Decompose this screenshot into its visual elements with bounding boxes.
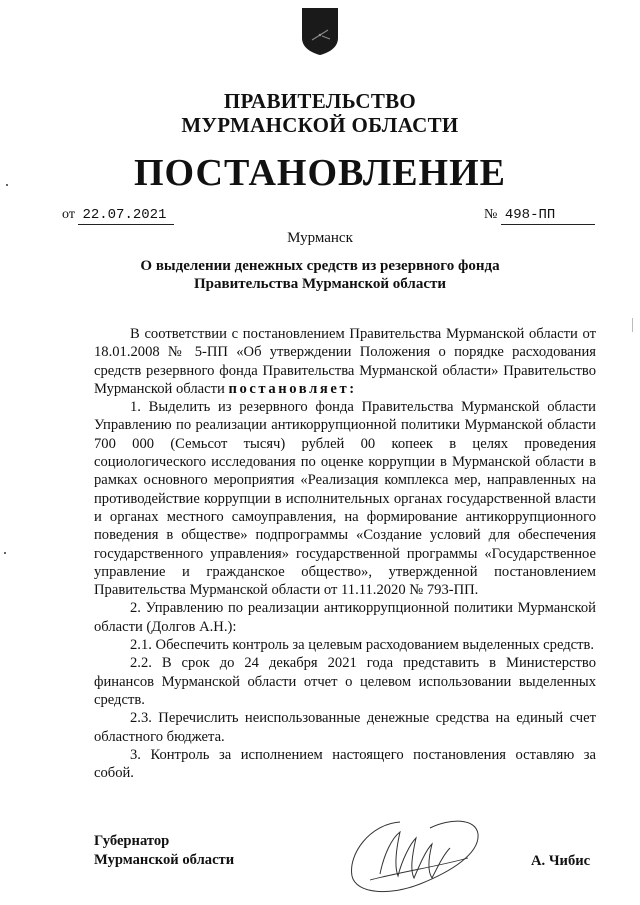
- date-prefix: от: [62, 207, 75, 222]
- scan-speck: [4, 552, 6, 554]
- number-field: [484, 206, 595, 225]
- intro-text: В соответствии с постановлением Правительства Мурманской области от 18.01.2008 № 5-ПП «Об утверждении Положения о порядке расходования средств резервного фонда Правительства Мурманской области» Правительство Мурманской области: [94, 326, 596, 397]
- subject-line1: О выделении денежных средств из резервного фонда: [140, 258, 500, 274]
- signer-title-line1: Губернатор: [94, 833, 170, 849]
- signer-name: А. Чибис: [531, 853, 591, 869]
- number-value: 498-ПП: [501, 206, 595, 225]
- paragraph-2-3: 2.3. Перечислить неиспользованные денежные средства на единый счет областного бюджета.: [94, 710, 596, 745]
- handwritten-signature: [340, 814, 490, 900]
- scan-speck: [6, 184, 8, 186]
- org-name-line2: МУРМАНСКОЙ ОБЛАСТИ: [181, 113, 459, 137]
- org-name-line1: ПРАВИТЕЛЬСТВО: [223, 89, 417, 113]
- intro-verb: постановляет:: [228, 380, 357, 397]
- signer-title: [94, 832, 234, 870]
- coat-of-arms-icon: [300, 6, 340, 56]
- document-subject: [0, 257, 640, 293]
- intro-paragraph: [94, 325, 596, 398]
- date-field: [62, 206, 174, 225]
- number-prefix: №: [484, 207, 498, 222]
- subject-line2: Правительства Мурманской области: [193, 276, 447, 292]
- city-name: Мурманск: [287, 230, 353, 246]
- document-body: [94, 325, 596, 782]
- paragraph-3: 3. Контроль за исполнением настоящего постановления оставляю за собой.: [94, 746, 596, 782]
- paragraph-2-1: 2.1. Обеспечить контроль за целевым расходованием выделенных средств.: [130, 637, 595, 654]
- paragraph-1: 1. Выделить из резервного фонда Правительства Мурманской области Управлению по реализации антикоррупционной политики Мурманской области 700 000 (Семьсот тысяч) рублей 00 копеек в целях проведения социологического исследования по оценке коррупции в Мурманской области в рамках основного мероприятия «Реализация комплекса мер, направленных на противодействие коррупции в исполнительных органах государственной власти и органах местного самоуправления, на формирование антикоррупционного поведения в обществе» подпрограммы «Создание условий для обеспечения государственного управления» государственной программы «Государственное управление и гражданское общество», утвержденной постановлением Правительства Мурманской области от 11.11.2020 № 793-ПП.: [94, 399, 596, 599]
- scan-speck: [632, 318, 633, 332]
- paragraph-2-2: 2.2. В срок до 24 декабря 2021 года представить в Министерство финансов Мурманской области отчет о целевом использовании выделенных средств.: [94, 655, 596, 708]
- document-type-title: ПОСТАНОВЛЕНИЕ: [133, 152, 507, 194]
- signer-title-line2: Мурманской области: [94, 852, 235, 868]
- paragraph-2: 2. Управлению по реализации антикоррупционной политики Мурманской области (Долгов А.Н.):: [94, 600, 596, 635]
- date-value: 22.07.2021: [78, 206, 174, 225]
